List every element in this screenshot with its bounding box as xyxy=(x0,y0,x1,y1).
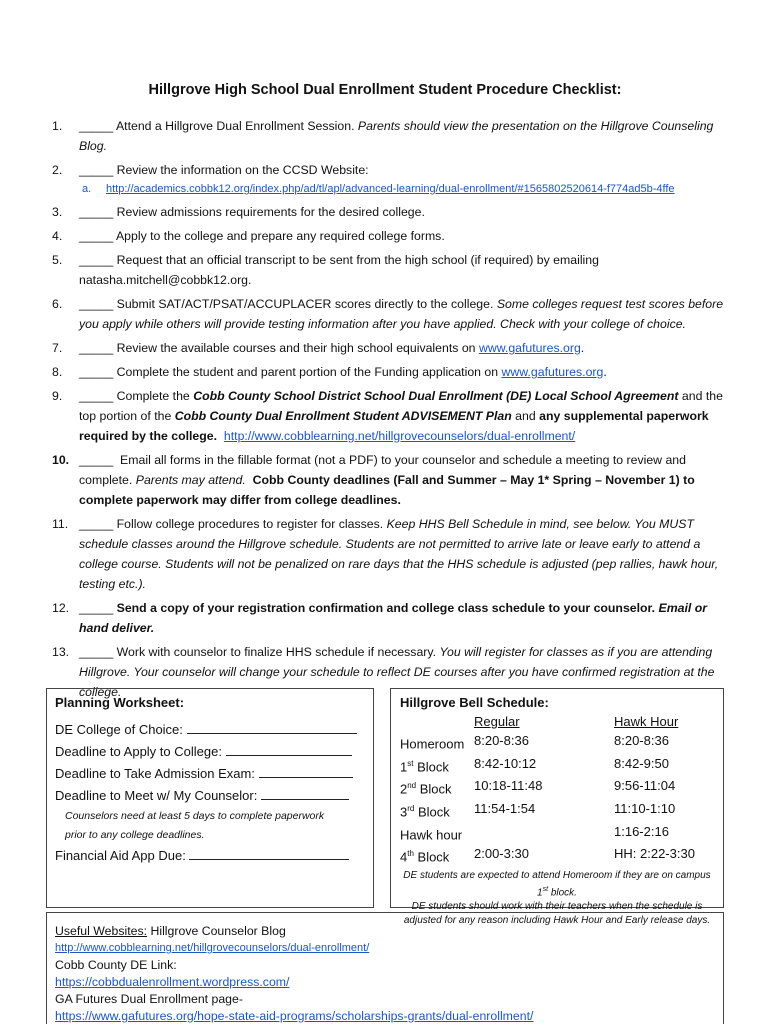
blank-line: _____ xyxy=(79,645,114,659)
worksheet-label: Deadline to Meet w/ My Counselor: xyxy=(55,788,258,803)
checklist-item-3 xyxy=(52,202,732,222)
item-punct: . xyxy=(603,365,607,379)
bell-schedule xyxy=(390,688,724,927)
checklist-item-2 xyxy=(52,160,732,180)
blank-line: _____ xyxy=(79,163,114,177)
worksheet-label: Financial Aid App Due: xyxy=(55,848,186,863)
item-number: 7. xyxy=(52,341,63,355)
supplemental-paperwork: any supplemental paperwork required by the college. xyxy=(79,409,709,443)
blog-label: Hillgrove Counselor Blog xyxy=(147,924,286,938)
bell-regular-time: 2:00-3:30 xyxy=(474,846,529,862)
advisement-plan: Cobb County Dual Enrollment Student ADVISEMENT Plan xyxy=(174,409,512,423)
item-text: and the top portion of the xyxy=(79,389,723,423)
worksheet-note-2: prior to any college deadlines. xyxy=(65,829,205,841)
item-text: Email all forms in the fillable format (not a PDF) to your counselor and schedule a meeting to review and complete. xyxy=(79,453,686,487)
worksheet-title: Planning Worksheet: xyxy=(55,695,185,710)
item-punct: . xyxy=(580,341,585,355)
blank-line: _____ xyxy=(79,229,114,243)
item-number: 4. xyxy=(52,229,63,243)
bell-note-text: 1 xyxy=(537,887,543,899)
bell-period: Hawk hour xyxy=(400,826,463,842)
ga-link[interactable]: https://www.gafutures.org/hope-state-aid-programs/scholarships-grants/dual-enrollment/ xyxy=(55,1009,534,1023)
col-regular: Regular xyxy=(474,714,520,729)
bell-row xyxy=(400,731,714,754)
fill-blank[interactable] xyxy=(226,742,352,756)
ga-label: GA Futures Dual Enrollment page- xyxy=(55,992,243,1006)
worksheet-college-line xyxy=(55,719,365,741)
fill-blank[interactable] xyxy=(259,764,353,778)
item-text: Review the available courses and their high school equivalents on xyxy=(116,341,476,355)
blank-line: _____ xyxy=(79,341,114,355)
bell-period: Homeroom xyxy=(400,736,465,752)
item-number: 2. xyxy=(52,163,63,177)
item-number: 13. xyxy=(52,645,70,659)
bell-regular-time: 8:42-10:12 xyxy=(474,755,537,771)
worksheet-label: Deadline to Take Admission Exam: xyxy=(55,766,255,781)
checklist-item-1 xyxy=(52,116,732,156)
item-number: 5. xyxy=(52,253,63,267)
worksheet-exam-line xyxy=(55,763,365,785)
item-number: 9. xyxy=(52,389,63,403)
item-text: and xyxy=(515,409,536,423)
bell-row xyxy=(400,844,714,867)
item-text: Follow college procedures to register for classes. xyxy=(116,517,384,531)
bell-hawk-time: 11:10-1:10 xyxy=(614,800,676,816)
item-text: Attend a Hillgrove Dual Enrollment Session. xyxy=(115,119,355,133)
item-number: 3. xyxy=(52,205,63,219)
bell-hawk-time: 1:16-2:16 xyxy=(614,823,669,839)
local-school-agreement: Cobb County School District School Dual Enrollment (DE) Local School Agreement xyxy=(193,389,679,403)
fill-blank[interactable] xyxy=(261,786,349,800)
item-number: 6. xyxy=(52,297,63,311)
bell-regular-time xyxy=(474,822,614,845)
planning-worksheet xyxy=(46,688,374,908)
bell-period: 1st Block xyxy=(400,758,449,774)
blog-link[interactable]: http://www.cobblearning.net/hillgrovecounselors/dual-enrollment/ xyxy=(55,942,370,954)
worksheet-note-1: Counselors need at least 5 days to complete paperwork xyxy=(65,810,325,822)
websites-label: Useful Websites: xyxy=(55,924,148,938)
worksheet-label: DE College of Choice: xyxy=(55,722,183,737)
item-note: Keep HHS Bell Schedule in mind, see below. You MUST schedule classes around the Hillgrove schedule. Students are not permitted to arrive late or leave early to attend a college course. Students will not be penalized on rare days that the HHS schedule is adjusted (pep rallies, hawk hour, testing etc.). xyxy=(79,517,719,591)
item-text: Submit SAT/ACT/PSAT/ACCUPLACER scores directly to the college. xyxy=(116,297,494,311)
counselor-blog-link[interactable]: http://www.cobblearning.net/hillgrovecounselors/dual-enrollment/ xyxy=(223,429,576,443)
worksheet-meet-line xyxy=(55,785,365,807)
checklist-item-7 xyxy=(52,338,732,358)
worksheet-apply-line xyxy=(55,741,365,763)
blank-line: _____ xyxy=(79,389,114,403)
blank-line: _____ xyxy=(79,297,114,311)
item-note: You will register for classes as if you are attending Hillgrove. Your counselor will change your schedule to reflect DE courses after you have confirmed registration at the college. xyxy=(79,645,715,699)
blank-line: _____ xyxy=(79,253,114,267)
blank-line: _____ xyxy=(79,601,114,615)
blank-line: _____ xyxy=(79,365,114,379)
col-hawk-hour: Hawk Hour xyxy=(614,714,679,729)
item-number: 12. xyxy=(52,601,70,615)
bell-rows xyxy=(400,731,714,867)
checklist-item-4 xyxy=(52,226,732,246)
bell-period: 3rd Block xyxy=(400,803,450,820)
bell-hawk-time: 8:42-9:50 xyxy=(614,755,669,771)
page-title: Hillgrove High School Dual Enrollment Student Procedure Checklist: xyxy=(148,82,622,98)
bell-row xyxy=(400,776,714,799)
item-text: Review admissions requirements for the desired college. xyxy=(116,205,425,219)
checklist-item-11 xyxy=(52,514,732,594)
checklist-item-6 xyxy=(52,294,732,334)
gafutures-link[interactable]: www.gafutures.org xyxy=(501,365,604,379)
bell-row xyxy=(400,822,714,845)
worksheet-label: Deadline to Apply to College: xyxy=(55,744,222,759)
bell-period: 4th Block xyxy=(400,849,450,865)
item-note: Parents should view the presentation on the Hillgrove Counseling Blog. xyxy=(79,119,714,153)
bell-regular-time: 11:54-1:54 xyxy=(474,800,536,816)
item-note: Email or hand deliver. xyxy=(79,601,708,635)
bell-hawk-time: 9:56-11:04 xyxy=(614,778,676,794)
cobb-deadlines: Cobb County deadlines (Fall and Summer – May 1* Spring – November 1) to complete paperwork may differ from college deadlines. xyxy=(79,473,695,507)
item-number: 8. xyxy=(52,365,63,379)
item-text: Review the information on the CCSD Website: xyxy=(116,163,369,177)
websites-header xyxy=(55,923,715,940)
checklist-subitem-2a xyxy=(52,181,732,198)
item-number: 11. xyxy=(52,517,69,531)
worksheet-aid-line xyxy=(55,845,365,867)
item-text: Request that an official transcript to be sent from the high school (if required) by emailing natasha.mitchell@cobbk12.org. xyxy=(79,253,599,287)
checklist-item-9 xyxy=(52,386,732,446)
de-link[interactable]: https://cobbdualenrollment.wordpress.com/ xyxy=(55,975,290,989)
bell-hawk-time: HH: 2:22-3:30 xyxy=(614,846,695,862)
blank-line: _____ xyxy=(79,517,114,531)
item-text: Apply to the college and prepare any required college forms. xyxy=(115,229,445,243)
bell-note-text: DE students are expected to attend Homeroom if they are on campus xyxy=(403,869,711,881)
blank-line: _____ xyxy=(79,119,114,133)
useful-websites xyxy=(46,912,724,1024)
checklist xyxy=(52,116,732,706)
item-number: 10. xyxy=(52,453,70,467)
fill-blank[interactable] xyxy=(187,720,357,734)
item-text: Complete the xyxy=(116,389,190,403)
bell-period: 2nd Block xyxy=(400,781,452,797)
bell-title: Hillgrove Bell Schedule: xyxy=(400,695,549,710)
item-text: Complete the student and parent portion of the Funding application on xyxy=(116,365,499,379)
bell-row xyxy=(400,799,714,822)
bell-header xyxy=(400,712,714,731)
item-text: Work with counselor to finalize HHS schedule if necessary. xyxy=(116,645,437,659)
item-text: Send a copy of your registration confirmation and college class schedule to your counselor. xyxy=(116,601,656,615)
bell-row xyxy=(400,754,714,777)
bell-hawk-time: 8:20-8:36 xyxy=(614,733,669,748)
checklist-item-12 xyxy=(52,598,732,638)
fill-blank[interactable] xyxy=(189,846,349,860)
blank-line: _____ xyxy=(79,205,114,219)
item-number: 1. xyxy=(52,119,63,133)
bell-note-text: block. xyxy=(548,887,577,899)
checklist-item-10 xyxy=(52,450,732,510)
bell-note-1 xyxy=(400,869,714,900)
gafutures-link[interactable]: www.gafutures.org xyxy=(478,341,581,355)
bell-regular-time: 8:20-8:36 xyxy=(474,733,529,748)
bell-note-2: DE students should work with their teachers when the schedule is adjusted for any reason including Hawk Hour and Early release days. xyxy=(403,901,711,927)
blank-line: _____ xyxy=(79,453,114,467)
subitem-letter: a. xyxy=(82,183,92,195)
bell-regular-time: 10:18-11:48 xyxy=(474,778,543,794)
bell-note-sup: st xyxy=(542,885,549,893)
checklist-item-8 xyxy=(52,362,732,382)
ccsd-website-link[interactable]: http://academics.cobbk12.org/index.php/ad/tl/apl/advanced-learning/dual-enrollment/#1565802520614-f774ad5b-4ffe xyxy=(106,183,675,195)
de-label: Cobb County DE Link: xyxy=(55,958,177,972)
item-note: Some colleges request test scores before you apply while others will provide testing information after you have applied. Check with your college of choice. xyxy=(79,297,724,331)
item-note: Parents may attend. xyxy=(135,473,246,487)
checklist-item-5 xyxy=(52,250,732,290)
